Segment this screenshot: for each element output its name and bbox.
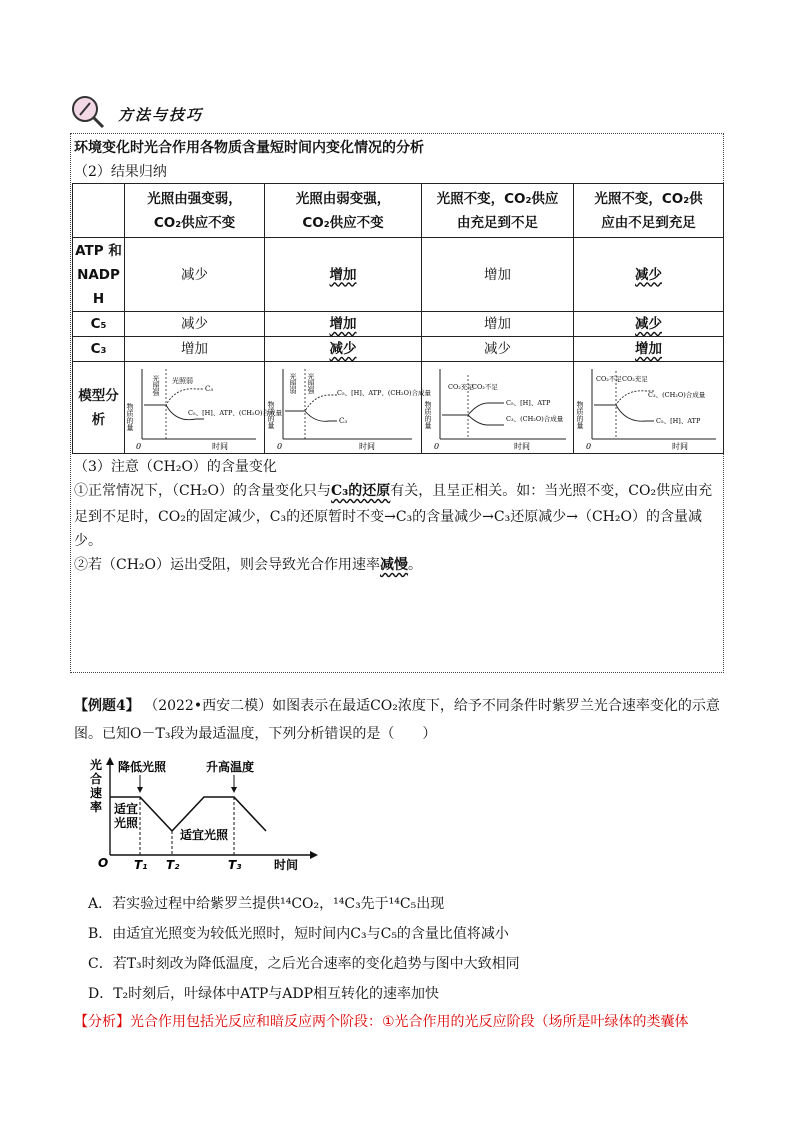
graph-tick: T₁ <box>134 858 148 872</box>
graph-tick: T₃ <box>228 858 242 872</box>
option-c[interactable]: C．若T₃时刻改为降低温度，之后光合速率的变化趋势与图中大致相同 <box>88 956 520 972</box>
model-diagram-cell <box>125 362 282 454</box>
model-ylabel: 物质的量 <box>125 402 134 431</box>
model-diagram-cell <box>574 362 724 454</box>
model-diagram-cell <box>265 362 432 454</box>
table-header-cell: 光照由强变弱， CO₂供应不变 <box>125 184 265 238</box>
magnifier-icon <box>70 94 106 130</box>
model-lower-label: C₅、[H]、ATP <box>655 416 700 425</box>
graph-annotation-suitable-light: 适宜光照 <box>180 828 229 842</box>
table-cell: 减少 <box>125 312 265 337</box>
model-ylabel: 物质的量 <box>575 400 584 429</box>
model-upper-label: C₅、[H]、ATP <box>505 398 550 407</box>
table-header-row <box>73 184 724 238</box>
example-stem-line2: 图。已知O－T₃段为最适温度，下列分析错误的是（ ） <box>74 726 437 742</box>
example-stem: 【例题4】 （2022•西安二模）如图表示在最适CO₂浓度下，给予不同条件时紫罗兰光合速率变化的示意 <box>74 698 720 714</box>
model-origin: 0 <box>135 441 141 451</box>
graph-origin: O <box>98 856 109 870</box>
note-heading: （3）注意（CH₂O）的含量变化 <box>74 459 277 475</box>
row-label: C₅ <box>73 312 125 337</box>
graph-annotation-raise-temp: 升高温度 <box>206 760 255 774</box>
row-label: C₃ <box>73 337 125 362</box>
method-title: 方法与技巧 <box>118 106 204 124</box>
table-row <box>73 238 724 312</box>
table-row-models <box>73 362 724 454</box>
model-xlabel: 时间 <box>359 441 375 451</box>
model-ylabel: 物质的量 <box>267 400 275 429</box>
model-top-left: 光照弱 <box>289 372 297 394</box>
model-lower-label: C₃、(CH₂O)合成量 <box>505 414 563 423</box>
row-label: ATP 和 NADP H <box>73 238 125 312</box>
graph-xlabel: 时间 <box>274 858 299 872</box>
model-origin: 0 <box>433 441 439 451</box>
model-ylabel: 物质的量 <box>423 400 432 429</box>
model-origin: 0 <box>585 441 591 451</box>
model-diagram-3 <box>424 365 572 451</box>
option-b[interactable]: B．由适宜光照变为较低光照时，短时间内C₃与C₅的含量比值将减小 <box>88 926 509 942</box>
note-1: ①正常情况下，（CH₂O）的含量变化只与C₃的还原有关，且呈正相关。如：当光照不变，CO₂供应由充 <box>74 483 713 499</box>
table-cell: 减少 <box>422 337 574 362</box>
graph-ylabel-char: 率 <box>90 800 103 814</box>
graph-tick: T₂ <box>166 858 180 872</box>
example-label: 【例题4】 <box>74 698 140 714</box>
table-cell: 增加 <box>265 238 422 312</box>
model-diagram-cell <box>422 362 574 454</box>
example-source: （2022•西安二模） <box>144 698 273 714</box>
model-diagram-1 <box>125 365 282 451</box>
table-header-cell: 光照不变，CO₂供 应由不足到充足 <box>574 184 724 238</box>
table-cell: 增加 <box>422 238 574 312</box>
graph-ylabel-char: 速 <box>90 786 103 800</box>
graph-annotation-reduce-light: 降低光照 <box>118 760 167 774</box>
model-diagram-2 <box>267 365 432 451</box>
graph-annotation-light: 光照 <box>114 816 139 830</box>
table-header-cell: 光照不变，CO₂供应 由充足到不足 <box>422 184 574 238</box>
table-cell: 增加 <box>125 337 265 362</box>
analysis-text: 【分析】光合作用包括光反应和暗反应两个阶段：①光合作用的光反应阶段（场所是叶绿体的类囊体 <box>74 1014 689 1030</box>
summary-table <box>72 183 724 454</box>
box-title: 环境变化时光合作用各物质含量短时间内变化情况的分析 <box>74 140 424 156</box>
option-a[interactable]: A．若实验过程中给紫罗兰提供¹⁴CO₂，¹⁴C₃先于¹⁴C₅出现 <box>88 896 445 912</box>
model-lower-label: C₃ <box>339 416 348 425</box>
model-xlabel: 时间 <box>671 441 688 451</box>
box-subheading: （2）结果归纳 <box>74 164 167 180</box>
model-top-left: CO₂不足 <box>595 374 622 383</box>
table-cell: 增加 <box>422 312 574 337</box>
table-row <box>73 337 724 362</box>
table-corner <box>73 184 125 238</box>
graph-ylabel-char: 光 <box>90 758 103 772</box>
model-upper-label: C₃、(CH₂O)合成量 <box>647 390 705 399</box>
table-cell: 减少 <box>125 238 265 312</box>
table-cell: 增加 <box>574 337 724 362</box>
graph-ylabel-char: 合 <box>90 772 103 786</box>
rate-graph <box>88 755 318 875</box>
table-row <box>73 312 724 337</box>
model-top-right: CO₂不足 <box>471 382 498 391</box>
method-header <box>68 92 268 132</box>
model-top-left: CO₂充足 <box>447 382 474 391</box>
note-1-line3: 少。 <box>74 533 102 549</box>
row-label: 模型分 析 <box>73 362 125 454</box>
note-2: ②若（CH₂O）运出受阻，则会导致光合作用速率减慢。 <box>74 557 423 573</box>
note-1-line2: 足到不足时，CO₂的固定减少，C₃的还原暂时不变→C₃的含量减少→C₃还原减少→（CH₂O）的含量减 <box>74 509 702 525</box>
table-cell: 减少 <box>574 312 724 337</box>
model-diagram-4 <box>576 365 722 451</box>
table-cell: 减少 <box>574 238 724 312</box>
model-lower-label: C₅、[H]、ATP、(CH₂O)合成量 <box>187 408 282 417</box>
table-header-cell: 光照由弱变强， CO₂供应不变 <box>265 184 422 238</box>
option-d[interactable]: D．T₂时刻后，叶绿体中ATP与ADP相互转化的速率加快 <box>88 986 440 1002</box>
graph-annotation-suitable: 适宜 <box>114 802 139 816</box>
model-upper-label: C₅、[H]、ATP、(CH₂O)合成量 <box>337 388 432 397</box>
model-top-right: CO₂充足 <box>621 374 648 383</box>
model-top-left: 光照强 <box>151 374 160 396</box>
model-xlabel: 时间 <box>513 441 530 451</box>
table-cell: 减少 <box>265 337 422 362</box>
model-origin: 0 <box>277 441 283 451</box>
model-top-right: 光照弱 <box>171 376 193 385</box>
table-cell: 增加 <box>265 312 422 337</box>
model-top-right: 光照强 <box>307 372 315 394</box>
model-xlabel: 时间 <box>211 441 228 451</box>
model-upper-label: C₃ <box>204 384 213 393</box>
